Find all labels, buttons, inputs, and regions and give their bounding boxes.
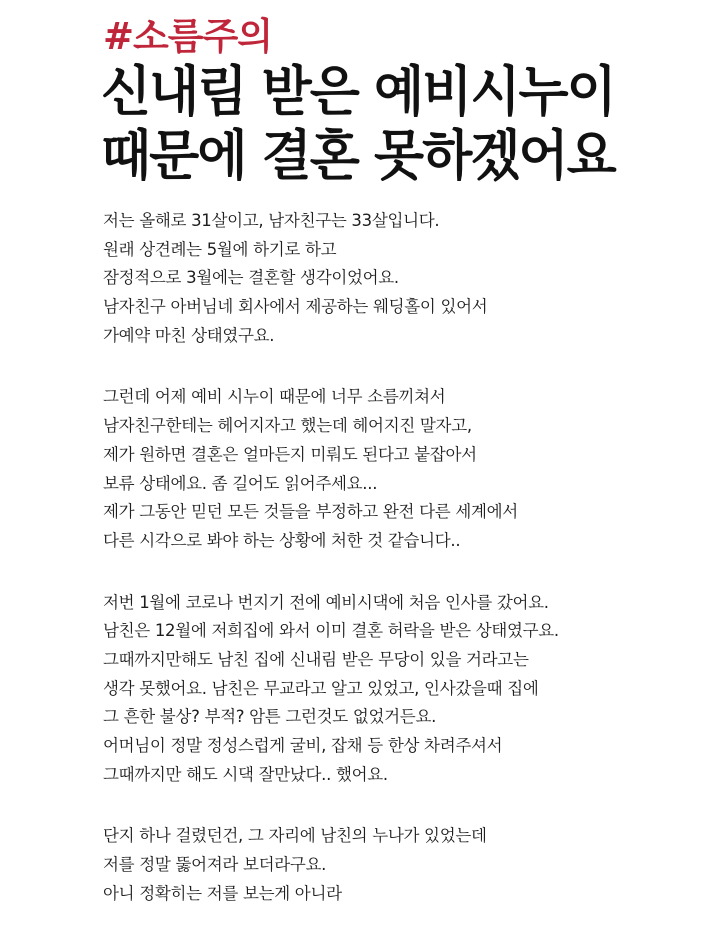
text-line: 생각 못했어요. 남친은 무교라고 알고 있었고, 인사갔을때 집에 bbox=[103, 678, 539, 698]
text-line: 가예약 마친 상태였구요. bbox=[103, 325, 275, 345]
text-line: 잠정적으로 3월에는 결혼할 생각이었어요. bbox=[103, 268, 399, 288]
text-line: 제가 그동안 믿던 모든 것들을 부정하고 완전 다른 세계에서 bbox=[103, 502, 518, 522]
text-line: 단지 하나 걸렸던건, 그 자리에 남친의 누나가 있었는데 bbox=[103, 826, 487, 846]
article-body bbox=[103, 207, 693, 941]
text-line: 어머님이 정말 정성스럽게 굴비, 잡채 등 한상 차려주셔서 bbox=[103, 736, 503, 755]
paragraph-2 bbox=[103, 383, 693, 555]
text-line: 보류 상태에요. 좀 길어도 읽어주세요... bbox=[103, 473, 378, 493]
headline bbox=[101, 60, 615, 188]
text-line: 그런데 어제 예비 시누이 때문에 너무 소름끼쳐서 bbox=[103, 387, 446, 407]
text-line: 그때까지만해도 남친 집에 신내림 받은 무당이 있을 거라고는 bbox=[103, 649, 529, 669]
headline-line: 때문에 결혼 못하겠어요 bbox=[101, 124, 615, 187]
text-line: 다른 시각으로 봐야 하는 상황에 처한 것 같습니다.. bbox=[103, 530, 461, 550]
text-line: 원래 상견례는 5월에 하기로 하고 bbox=[103, 239, 337, 259]
text-line: 남자친구한테는 헤어지자고 했는데 헤어지진 말자고, bbox=[103, 416, 472, 436]
paragraph-1 bbox=[103, 207, 693, 350]
text-line: 저를 정말 뚫어져라 보더라구요. bbox=[103, 855, 327, 875]
text-line: 남자친구 아버님네 회사에서 제공하는 웨딩홀이 있어서 bbox=[103, 297, 488, 317]
text-line: 남친은 12월에 저희집에 와서 이미 결혼 허락을 받은 상태였구요. bbox=[103, 621, 559, 641]
text-line: 저번 1월에 코로나 번지기 전에 예비시댁에 처음 인사를 갔어요. bbox=[103, 592, 549, 612]
text-line: 아니 정확히는 저를 보는게 아니라 bbox=[103, 883, 342, 903]
text-line: 그때까지만 해도 시댁 잘만났다.. 했어요. bbox=[103, 764, 388, 784]
text-line: 제가 원하면 결혼은 얼마든지 미뤄도 된다고 붙잡아서 bbox=[103, 444, 477, 464]
hashtag-label: #소름주의 bbox=[103, 15, 272, 58]
paragraph-4 bbox=[103, 822, 693, 908]
paragraph-3 bbox=[103, 589, 693, 790]
text-line: 그 흔한 불상? 부적? 암튼 그런것도 없었거든요. bbox=[103, 707, 437, 727]
text-line: 저는 올해로 31살이고, 남자친구는 33살입니다. bbox=[103, 211, 440, 230]
headline-line: 신내림 받은 예비시누이 bbox=[101, 60, 615, 123]
